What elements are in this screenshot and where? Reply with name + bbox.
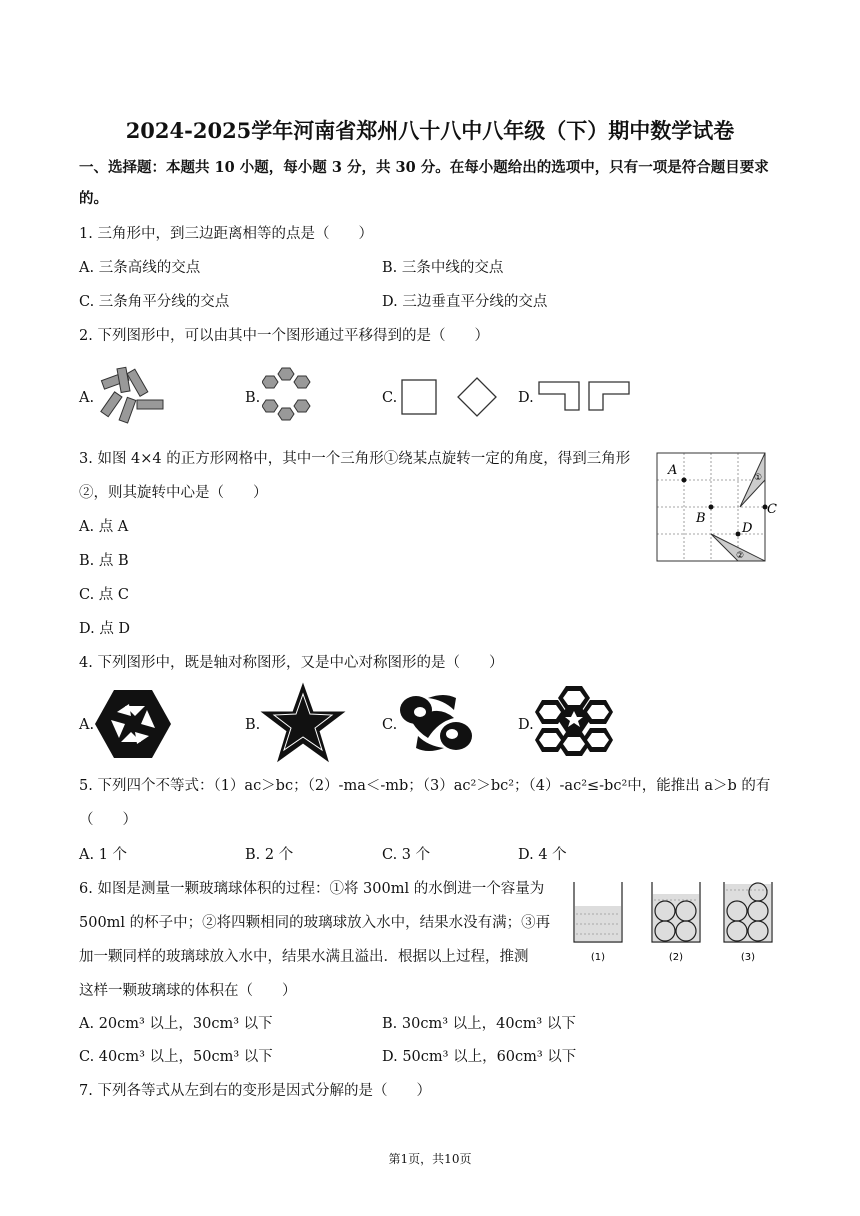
page-title: 2024-2025学年河南省郑州八十八中八年级（下）期中数学试卷 <box>125 118 735 143</box>
q2-figure-d <box>537 380 635 414</box>
q3-option-b: B. 点 B <box>79 553 129 569</box>
q3-option-c: C. 点 C <box>79 587 129 603</box>
q6-cups-figure <box>568 878 778 964</box>
q5-option-c: C. 3 个 <box>382 847 431 863</box>
q3-option-d: D. 点 D <box>79 621 131 637</box>
q6-option-b: B. 30cm³ 以上，40cm³ 以下 <box>382 1016 576 1032</box>
q3-stem-line2: ②，则其旋转中心是（ ） <box>79 485 268 501</box>
q6-stem-line3: 加一颗同样的玻璃球放入水中，结果水满且溢出．根据以上过程，推测 <box>79 949 529 965</box>
q2-option-c: C. <box>382 390 398 406</box>
q6-label-3: (3) <box>740 952 756 963</box>
q6-stem-line2: 500ml 的杯子中；②将四颗相同的玻璃球放入水中，结果水没有满；③再 <box>79 915 551 931</box>
q2-figure-b <box>262 366 314 424</box>
q2-option-b: B. <box>245 390 261 406</box>
q3-label-c: C <box>767 502 777 517</box>
q1-option-b: B. 三条中线的交点 <box>382 260 504 276</box>
q3-label-b: B <box>696 511 706 526</box>
q5-stem-line2: （ ） <box>79 812 137 828</box>
q6-option-d: D. 50cm³ 以上，60cm³ 以下 <box>382 1049 577 1065</box>
q1-option-d: D. 三边垂直平分线的交点 <box>382 294 548 310</box>
q6-label-1: (1) <box>590 952 606 963</box>
q1-stem: 1. 三角形中，到三边距离相等的点是（ ） <box>79 226 373 242</box>
q6-stem-line4: 这样一颗玻璃球的体积在（ ） <box>79 983 297 999</box>
q5-option-d: D. 4 个 <box>518 847 567 863</box>
q4-figure-b <box>260 682 346 764</box>
q3-option-a: A. 点 A <box>79 519 129 535</box>
q4-figure-c <box>398 692 474 754</box>
q6-stem-line1: 6. 如图是测量一颗玻璃球体积的过程：①将 300ml 的水倒进一个容量为 <box>79 881 545 897</box>
q3-label-triangle-2: ② <box>736 551 745 561</box>
q2-option-d: D. <box>518 390 534 406</box>
q5-stem <box>79 776 770 796</box>
q7-stem: 7. 下列各等式从左到右的变形是因式分解的是（ ） <box>79 1083 431 1099</box>
q5-option-a: A. 1 个 <box>79 847 128 863</box>
q2-stem: 2. 下列图形中，可以由其中一个图形通过平移得到的是（ ） <box>79 328 489 344</box>
q5-option-b: B. 2 个 <box>245 847 294 863</box>
q4-figure-a <box>95 688 171 760</box>
q4-stem: 4. 下列图形中，既是轴对称图形，又是中心对称图形的是（ ） <box>79 655 504 671</box>
q3-label-a: A <box>668 463 678 478</box>
section-heading-line1: 一、选择题：本题共 10 小题，每小题 3 分，共 30 分。在每小题给出的选项中，只有一项是符合题目要求 <box>79 159 769 176</box>
q3-label-triangle-1: ① <box>754 473 763 483</box>
q4-option-a: A. <box>79 717 95 733</box>
section-heading-line2: 的。 <box>79 190 108 207</box>
q3-stem-line1: 3. 如图 4×4 的正方形网格中，其中一个三角形①绕某点旋转一定的角度，得到三角形 <box>79 451 631 467</box>
q3-label-d: D <box>742 521 753 536</box>
q1-option-c: C. 三条角平分线的交点 <box>79 294 230 310</box>
q4-option-c: C. <box>382 717 398 733</box>
q6-option-a: A. 20cm³ 以上，30cm³ 以下 <box>79 1016 273 1032</box>
q6-option-c: C. 40cm³ 以上，50cm³ 以下 <box>79 1049 273 1065</box>
q2-figure-a <box>97 364 169 424</box>
q1-option-a: A. 三条高线的交点 <box>79 260 201 276</box>
q5-stem-text: 5. 下列四个不等式：（1）ac＞bc；（2）-ma＜-mb；（3）ac²＞bc²；（4）-ac²≤-bc²中，能推出 a＞b 的有 <box>79 778 771 794</box>
q4-option-b: B. <box>245 717 261 733</box>
q2-option-a: A. <box>79 390 95 406</box>
q4-option-d: D. <box>518 717 534 733</box>
page-footer: 第1页，共10页 <box>388 1152 472 1166</box>
q3-grid-figure <box>654 450 784 566</box>
q2-figure-c <box>400 376 500 420</box>
q4-figure-d <box>535 684 613 758</box>
q6-label-2: (2) <box>668 952 684 963</box>
